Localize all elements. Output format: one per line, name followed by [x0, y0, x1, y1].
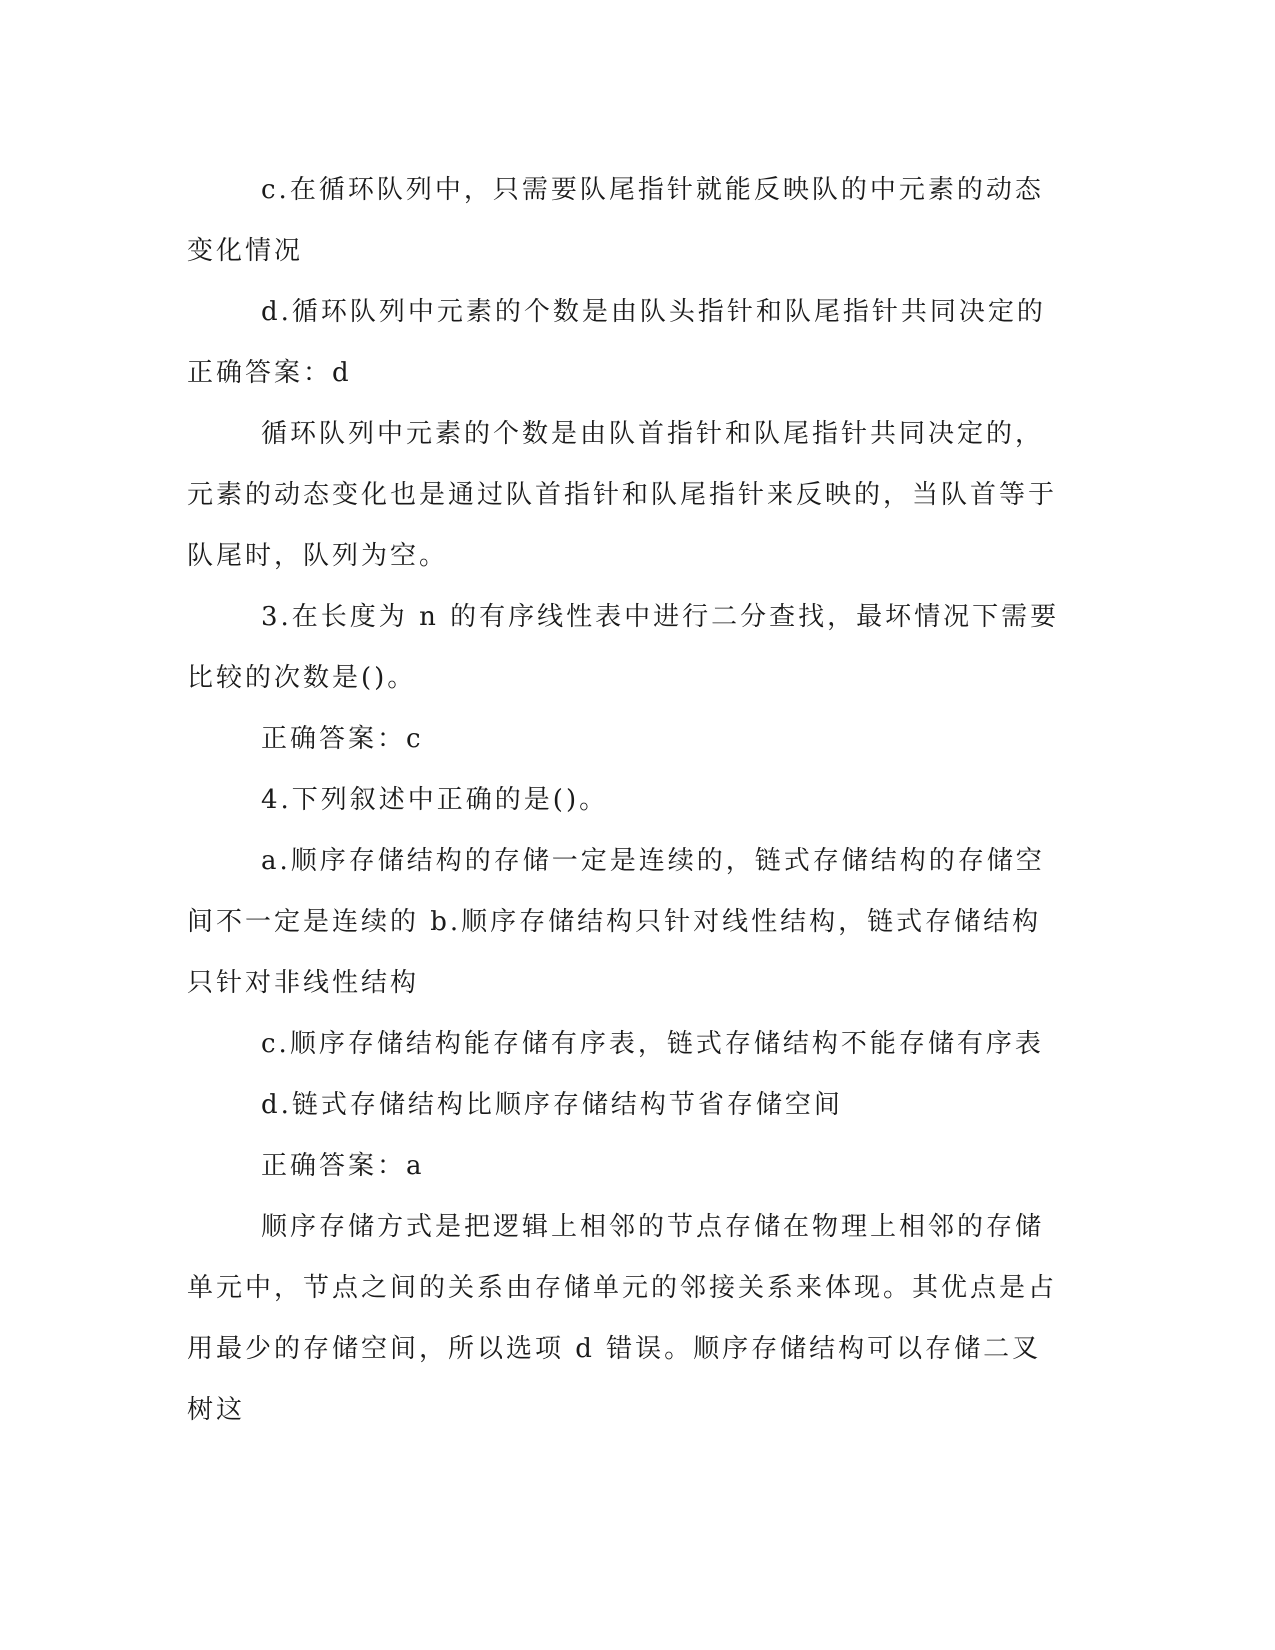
- option-c-4-paragraph: c.顺序存储结构能存储有序表，链式存储结构不能存储有序表: [261, 1029, 1044, 1059]
- document-body: [187, 160, 1067, 1441]
- option-c-paragraph: c.在循环队列中，只需要队尾指针就能反映队的中元素的动态变化情况: [187, 175, 1044, 266]
- answer-4-paragraph: 正确答案：a: [261, 1151, 425, 1181]
- explanation-paragraph: 循环队列中元素的个数是由队首指针和队尾指针共同决定的，元素的动态变化也是通过队首指针和队尾指针来反映的，当队首等于队尾时，队列为空。: [187, 419, 1058, 571]
- option-d-answer-paragraph: d.循环队列中元素的个数是由队头指针和队尾指针共同决定的正确答案：d: [187, 297, 1046, 388]
- question-3-paragraph: 3.在长度为 n 的有序线性表中进行二分查找，最坏情况下需要比较的次数是()。: [187, 602, 1060, 693]
- answer-3-paragraph: 正确答案：c: [261, 724, 424, 754]
- option-ab-paragraph: a.顺序存储结构的存储一定是连续的，链式存储结构的存储空间不一定是连续的 b.顺序存储结构只针对线性结构，链式存储结构只针对非线性结构: [187, 846, 1045, 998]
- explanation-4-paragraph: 顺序存储方式是把逻辑上相邻的节点存储在物理上相邻的存储单元中，节点之间的关系由存储单元的邻接关系来体现。其优点是占用最少的存储空间，所以选项 d 错误。顺序存储结构可以存储二叉树这: [187, 1212, 1058, 1425]
- question-4-paragraph: 4.下列叙述中正确的是()。: [261, 785, 609, 815]
- option-d-4-paragraph: d.链式存储结构比顺序存储结构节省存储空间: [261, 1090, 843, 1120]
